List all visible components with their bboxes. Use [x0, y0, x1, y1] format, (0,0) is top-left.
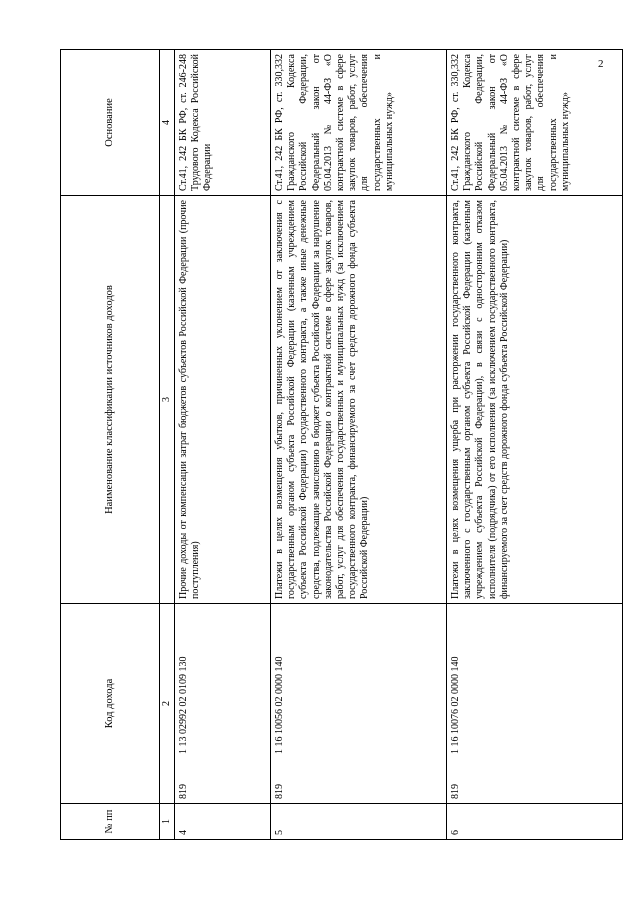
- row-code: [271, 604, 447, 804]
- header-name: Наименование классификации источников доходов: [61, 196, 160, 604]
- header-code: Код дохода: [61, 604, 160, 804]
- table-row: [175, 50, 271, 840]
- table-row: [271, 50, 447, 840]
- row-basis: Ст.41, 242 БК РФ, ст. 330,332 Гражданского Кодекса Российской Федерации, Федеральный закон от 05.04.2013 № 44-ФЗ «О контрактной системе в сфере закупок товаров, работ, услуг для обеспечения государственных и муниципальных нужд»: [447, 50, 623, 196]
- column-number: 4: [160, 50, 175, 196]
- row-code: [175, 604, 271, 804]
- row-admin-code: 819: [274, 784, 285, 799]
- row-code: [447, 604, 623, 804]
- row-basis: Ст.41, 242 БК РФ, ст. 246-248 Трудового Кодекса Российской Федерации: [175, 50, 271, 196]
- column-number: 2: [160, 604, 175, 804]
- column-number: 1: [160, 804, 175, 840]
- row-num: 6: [447, 804, 623, 840]
- row-name: Платежи в целях возмещения ущерба при расторжении государственного контракта, заключенного с государственным органом субъекта Российской Федерации (казенным учреждением субъекта Российской Федерации), в связи с односторонним отказом исполнителя (подрядчика) от его исполнения (за исключением государственного контракта, финансируемого за счет средств дорожного фонда субъекта Российской Федерации): [447, 196, 623, 604]
- row-income-code: 1 16 10076 02 0000 140: [450, 656, 461, 754]
- header-basis: Основание: [61, 50, 160, 196]
- header-num: № пп: [61, 804, 160, 840]
- row-name: Платежи в целях возмещения убытков, причиненных уклонением от заключения с государственным органом субъекта Российской Федерации (казенным учреждением субъекта Российской Федерации) государственного контракта, а также иные денежные средства, подлежащие зачислению в бюджет субъекта Российской Федерации за нарушение законодательства Российской Федерации о контрактной системе в сфере закупок товаров, работ, услуг для обеспечения государственных и муниципальных нужд (за исключением государственного контракта, финансируемого за счет средств дорожного фонда субъекта Российской Федерации): [271, 196, 447, 604]
- row-income-code: 1 16 10056 02 0000 140: [274, 656, 285, 754]
- row-name: Прочие доходы от компенсации затрат бюджетов субъектов Российской Федерации (прочие поступления): [175, 196, 271, 604]
- income-sources-table: [60, 49, 623, 840]
- row-num: 5: [271, 804, 447, 840]
- row-num: 4: [175, 804, 271, 840]
- table-row: [447, 50, 623, 840]
- row-basis: Ст.41, 242 БК РФ, ст. 330,332 Гражданского Кодекса Российской Федерации, Федеральный закон от 05.04.2013 № 44-ФЗ «О контрактной системе в сфере закупок товаров, работ, услуг для обеспечения государственных и муниципальных нужд»: [271, 50, 447, 196]
- row-admin-code: 819: [450, 784, 461, 799]
- row-income-code: 1 13 02992 02 0109 130: [178, 656, 189, 754]
- column-number: 3: [160, 196, 175, 604]
- row-admin-code: 819: [178, 784, 189, 799]
- rotated-table-container: [60, 50, 600, 840]
- header-row: [61, 50, 160, 840]
- page-number: 2: [598, 58, 604, 70]
- column-number-row: [160, 50, 175, 840]
